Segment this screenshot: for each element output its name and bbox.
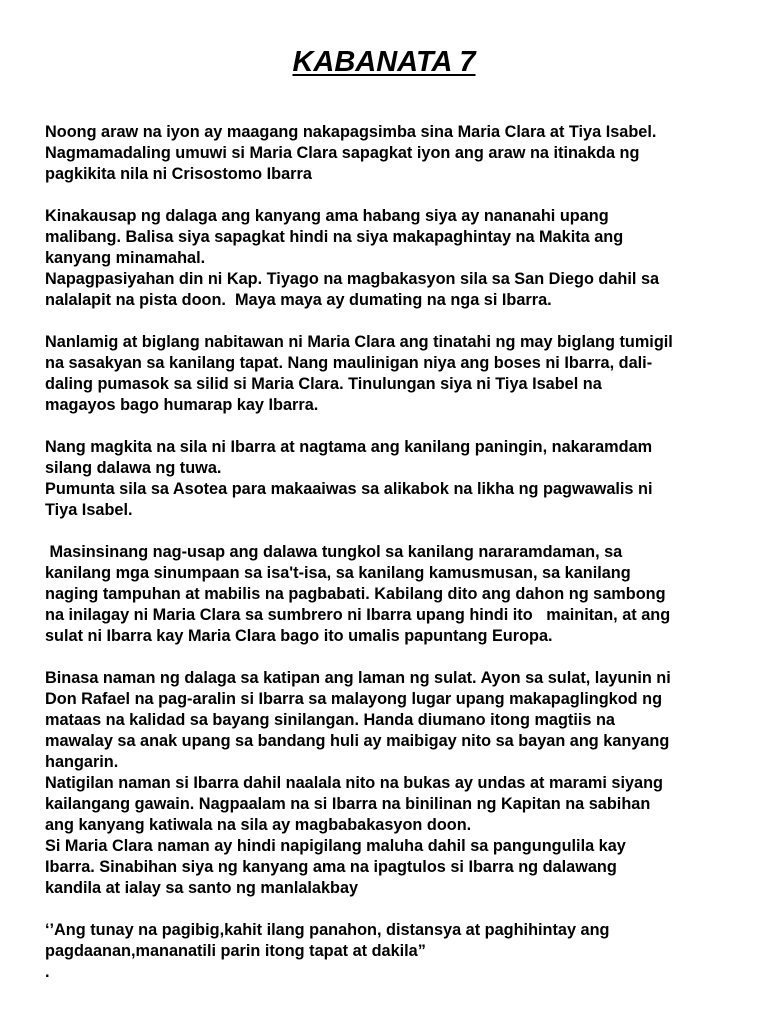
- text-line: kanilang mga sinumpaan sa isa't-isa, sa kanilang kamusmusan, sa kanilang: [45, 564, 631, 582]
- paragraph: [45, 437, 745, 521]
- text-line: Nang magkita na sila ni Ibarra at nagtama ang kanilang paningin, nakaramdam: [45, 438, 653, 456]
- text-line: daling pumasok sa silid si Maria Clara. Tinulungan siya ni Tiya Isabel na: [45, 375, 602, 393]
- text-line: pagdaanan,mananatili parin itong tapat at dakila”: [45, 942, 426, 960]
- paragraph: [45, 668, 745, 899]
- text-line: nalalapit na pista doon. Maya maya ay dumating na nga si Ibarra.: [45, 291, 552, 309]
- text-line: silang dalawa ng tuwa.: [45, 459, 222, 477]
- text-line: kailangang gawain. Nagpaalam na si Ibarra na binilinan ng Kapitan na sabihan: [45, 795, 651, 813]
- paragraph: [45, 122, 745, 185]
- text-line: ang kanyang katiwala na sila ay magbabakasyon doon.: [45, 816, 472, 834]
- text-line: mawalay sa anak upang sa bandang huli ay maibigay nito sa bayan ang kanyang: [45, 732, 670, 750]
- text-line: Masinsinang nag-usap ang dalawa tungkol sa kanilang nararamdaman, sa: [45, 543, 623, 561]
- paragraph: [45, 332, 745, 416]
- text-line: Natigilan naman si Ibarra dahil naalala nito na bukas ay undas at marami siyang: [45, 774, 663, 792]
- text-line: Pumunta sila sa Asotea para makaaiwas sa alikabok na likha ng pagwawalis ni: [45, 480, 653, 498]
- paragraph: [45, 542, 745, 647]
- paragraph: [45, 206, 745, 311]
- document-body: [45, 122, 745, 983]
- text-line: Tiya Isabel.: [45, 501, 133, 519]
- paragraph-gap: [45, 311, 745, 332]
- text-line: kanyang minamahal.: [45, 249, 206, 267]
- text-line: Ibarra. Sinabihan siya ng kanyang ama na ipagtulos si Ibarra ng dalawang: [45, 858, 617, 876]
- text-line: ‘’Ang tunay na pagibig,kahit ilang panahon, distansya at paghihintay ang: [45, 921, 610, 939]
- text-line: na sasakyan sa kanilang tapat. Nang maulinigan niya ang boses ni Ibarra, dali-: [45, 354, 653, 372]
- text-line: pagkikita nila ni Crisostomo Ibarra: [45, 165, 312, 183]
- text-line: mataas na kalidad sa bayang sinilangan. Handa diumano itong magtiis na: [45, 711, 615, 729]
- text-line: hangarin.: [45, 753, 119, 771]
- text-line: Nagmamadaling umuwi si Maria Clara sapagkat iyon ang araw na itinakda ng: [45, 144, 640, 162]
- text-line: Nanlamig at biglang nabitawan ni Maria Clara ang tinatahi ng may biglang tumigil: [45, 333, 673, 351]
- text-line: Don Rafael na pag-aralin si Ibarra sa malayong lugar upang makapaglingkod ng: [45, 690, 663, 708]
- text-line: .: [45, 963, 50, 981]
- text-line: Kinakausap ng dalaga ang kanyang ama habang siya ay nananahi upang: [45, 207, 609, 225]
- paragraph-gap: [45, 899, 745, 920]
- paragraph-gap: [45, 647, 745, 668]
- text-line: sulat ni Ibarra kay Maria Clara bago ito umalis papuntang Europa.: [45, 627, 553, 645]
- text-line: Si Maria Clara naman ay hindi napigilang maluha dahil sa pangungulila kay: [45, 837, 626, 855]
- text-line: na inilagay ni Maria Clara sa sumbrero ni Ibarra upang hindi ito mainitan, at ang: [45, 606, 671, 624]
- text-line: naging tampuhan at mabilis na pagbabati. Kabilang dito ang dahon ng sambong: [45, 585, 666, 603]
- text-line: Napagpasiyahan din ni Kap. Tiyago na magbakasyon sila sa San Diego dahil sa: [45, 270, 660, 288]
- chapter-title: KABANATA 7: [292, 46, 476, 78]
- text-line: Binasa naman ng dalaga sa katipan ang laman ng sulat. Ayon sa sulat, layunin ni: [45, 669, 671, 687]
- paragraph-gap: [45, 185, 745, 206]
- text-line: kandila at ialay sa santo ng manlalakbay: [45, 879, 359, 897]
- paragraph-gap: [45, 416, 745, 437]
- text-line: magayos bago humarap kay Ibarra.: [45, 396, 319, 414]
- text-line: malibang. Balisa siya sapagkat hindi na siya makapaghintay na Makita ang: [45, 228, 624, 246]
- paragraph-gap: [45, 521, 745, 542]
- text-line: Noong araw na iyon ay maagang nakapagsimba sina Maria Clara at Tiya Isabel.: [45, 123, 657, 141]
- paragraph: [45, 920, 745, 983]
